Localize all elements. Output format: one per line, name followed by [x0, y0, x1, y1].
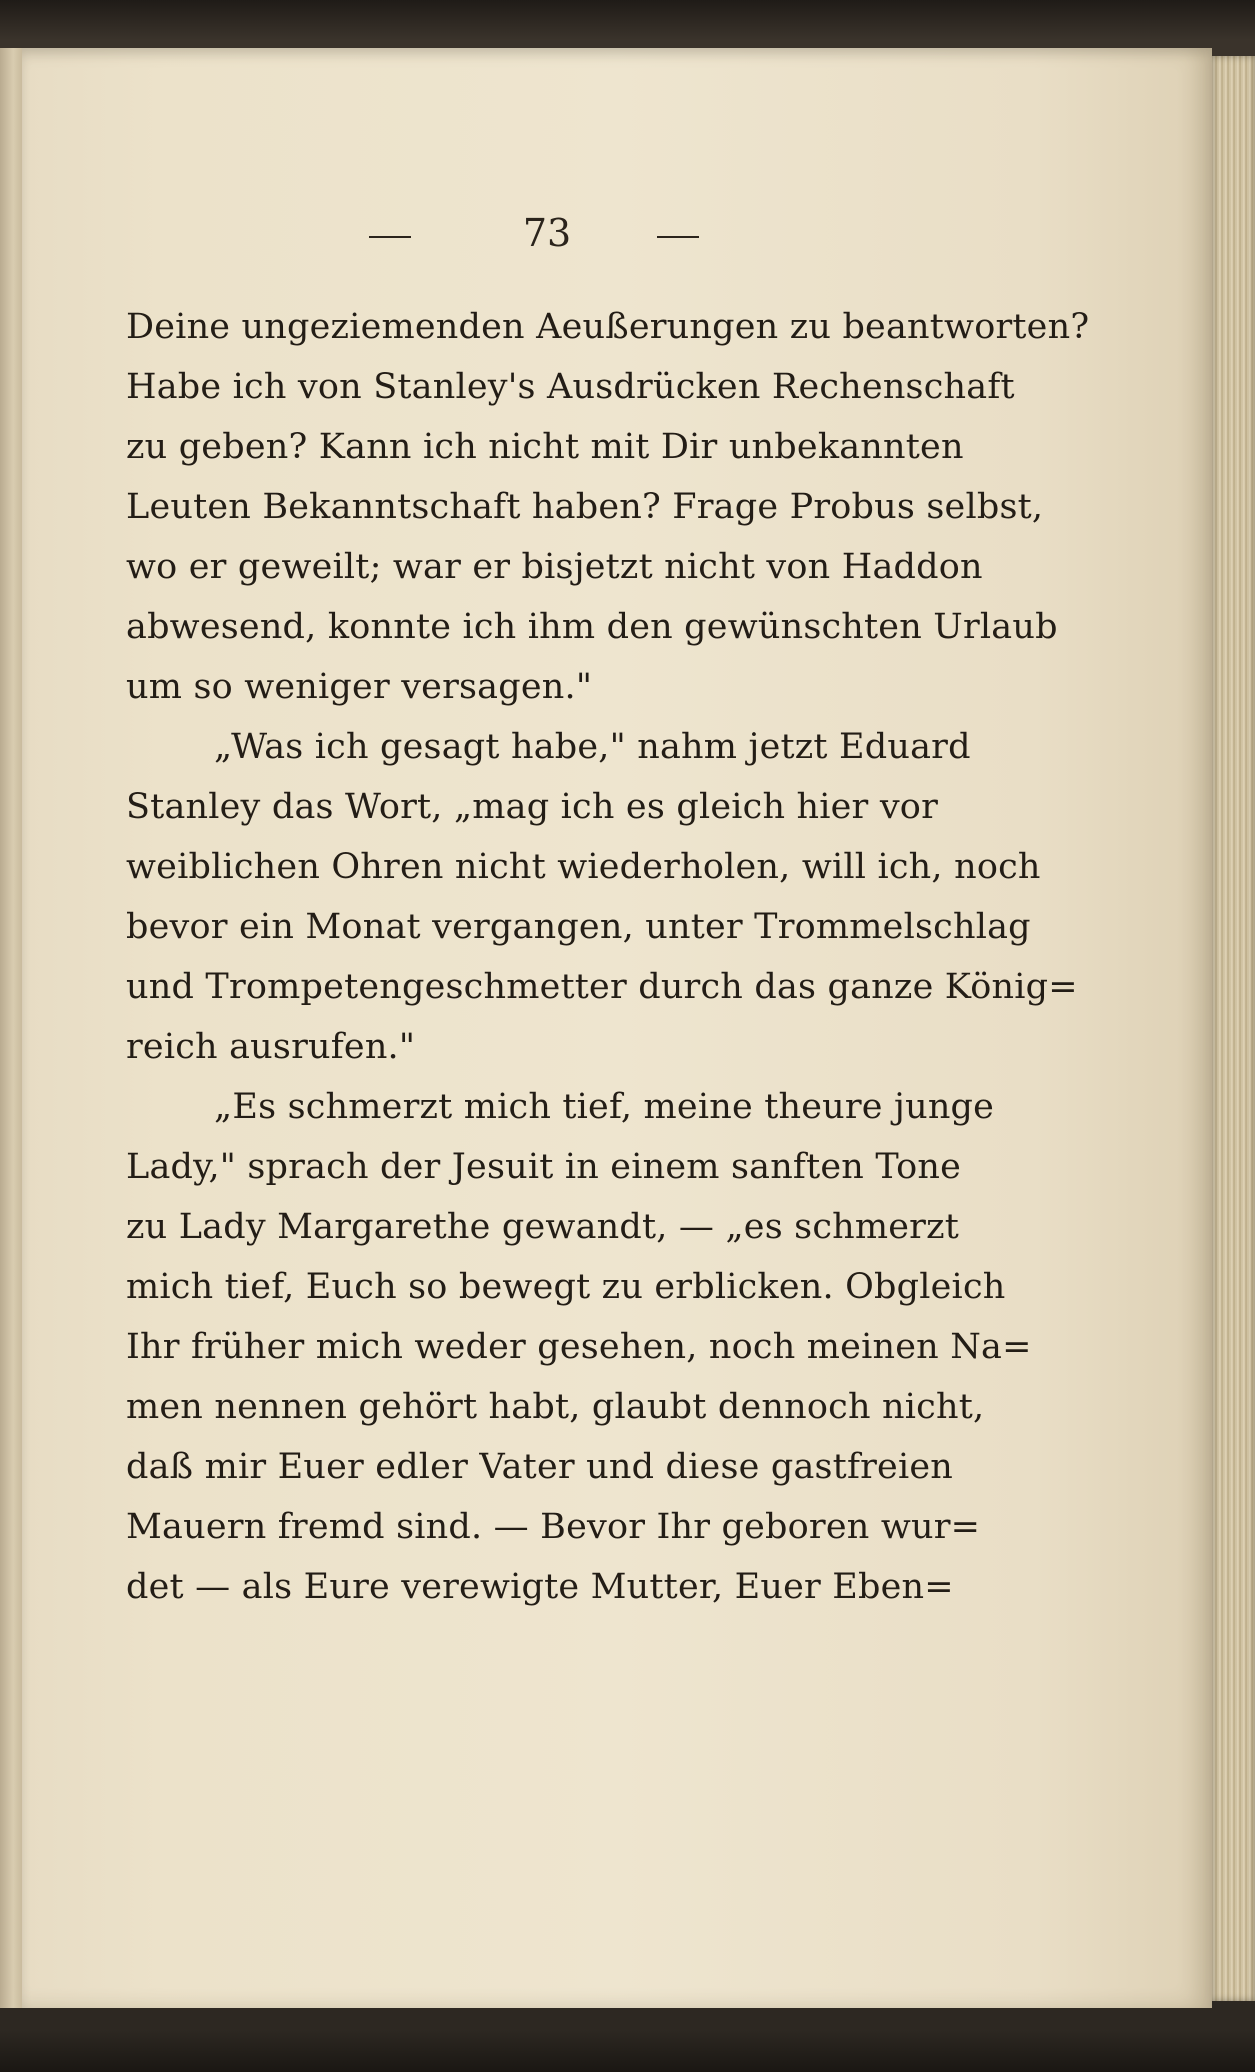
text-line: bevor ein Monat vergangen, unter Trommelschlag [126, 907, 1031, 947]
page-header [22, 208, 1212, 258]
text-line: Leuten Bekanntschaft haben? Frage Probus selbst, [126, 487, 1044, 527]
header-dash-right [657, 236, 699, 238]
text-line: weiblichen Ohren nicht wiederholen, will ich, noch [126, 847, 1041, 887]
text-line: Ihr früher mich weder gesehen, noch meinen Na= [126, 1327, 1032, 1367]
text-line: reich ausrufen." [126, 1027, 416, 1067]
text-line: daß mir Euer edler Vater und diese gastfreien [126, 1447, 953, 1487]
text-line: zu Lady Margarethe gewandt, — „es schmerzt [126, 1207, 960, 1247]
text-line: Mauern fremd sind. — Bevor Ihr geboren wur= [126, 1507, 981, 1547]
text-line: Habe ich von Stanley's Ausdrücken Rechenschaft [126, 367, 1015, 407]
text-line: wo er geweilt; war er bisjetzt nicht von Haddon [126, 547, 983, 587]
text-line: „Was ich gesagt habe," nahm jetzt Eduard [214, 727, 971, 767]
left-page-edge [0, 48, 22, 2008]
page-number: 73 [522, 211, 572, 255]
text-line: Stanley das Wort, „mag ich es gleich hier vor [126, 787, 938, 827]
text-line: um so weniger versagen." [126, 667, 593, 707]
text-line: und Trompetengeschmetter durch das ganze König= [126, 967, 1078, 1007]
text-line: Lady," sprach der Jesuit in einem sanften Tone [126, 1147, 962, 1187]
text-line: mich tief, Euch so bewegt zu erblicken. Obgleich [126, 1267, 1006, 1307]
text-line: Deine ungeziemenden Aeußerungen zu beantworten? [126, 307, 1090, 347]
body-text [126, 297, 1090, 1617]
text-line: zu geben? Kann ich nicht mit Dir unbekannten [126, 427, 964, 467]
page-stack-edge [1212, 56, 1255, 2001]
text-line: „Es schmerzt mich tief, meine theure junge [214, 1087, 995, 1127]
header-dash-left [369, 236, 411, 238]
text-line: det — als Eure verewigte Mutter, Euer Eben= [126, 1567, 954, 1607]
text-line: men nennen gehört habt, glaubt dennoch nicht, [126, 1387, 985, 1427]
text-line: abwesend, konnte ich ihm den gewünschten Urlaub [126, 607, 1058, 647]
